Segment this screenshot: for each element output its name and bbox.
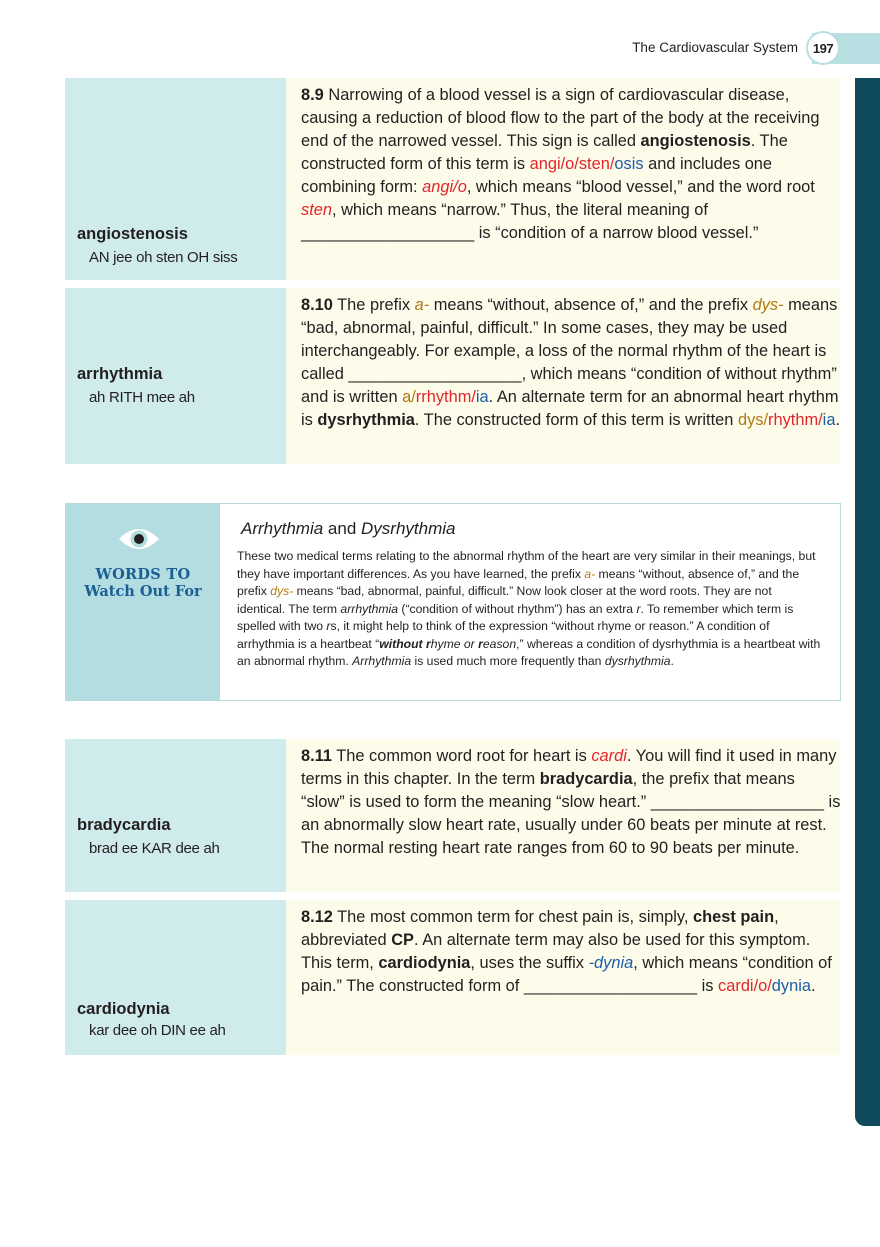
term-pronunciation: AN jee oh sten OH siss	[89, 249, 238, 266]
frame-number: 8.9	[301, 86, 324, 104]
frame-8-11	[286, 739, 840, 892]
page-number: 197	[806, 31, 840, 65]
frame-8-12	[286, 900, 840, 1055]
side-tab-bar	[855, 78, 880, 1126]
term-word: bradycardia	[77, 816, 171, 834]
frame-text: 8.11 The common word root for heart is cardi. You will find it used in many terms in this chapter. In the term bradycardia, the prefix that means “slow” is used to form the meaning “slow heart.” ___________________ is an abnormally slow heart rate, usually under 60 beats per minute at rest. The normal resting heart rate ranges from 60 to 90 beats per minute.	[301, 747, 841, 857]
frame-8-9	[286, 78, 840, 280]
frame-text: 8.12 The most common term for chest pain is, simply, chest pain, abbreviated CP. An alternate term may also be used for this symptom. This term, cardiodynia, uses the suffix -dynia, which means “condition of pain.” The constructed form of ___________________ is cardi/o/dynia.	[301, 908, 832, 995]
frame-number: 8.12	[301, 908, 333, 926]
watch-out-label-line1: WORDS TO	[95, 566, 191, 583]
frame-8-10	[286, 288, 840, 464]
term-pronunciation: kar dee oh DIN ee ah	[89, 1022, 226, 1039]
term-box-bradycardia	[65, 739, 286, 892]
eye-icon	[118, 522, 160, 556]
term-word: cardiodynia	[77, 1000, 170, 1018]
term-word: angiostenosis	[77, 225, 188, 243]
term-box-angiostenosis	[65, 78, 286, 280]
frame-text: 8.9 Narrowing of a blood vessel is a sign of cardiovascular disease, causing a reduction of blood flow to the part of the body at the receiving end of the narrowed vessel. This sign is called angiostenosis. The constructed form of this term is angi/o/sten/osis and includes one combining form: angi/o, which means “blood vessel,” and the word root sten, which means “narrow.” Thus, the literal meaning of ___________________ is “condition of a narrow blood vessel.”	[301, 86, 820, 242]
term-box-cardiodynia	[65, 900, 286, 1055]
term-pronunciation: ah RITH mee ah	[89, 389, 195, 406]
watch-out-body: These two medical terms relating to the abnormal rhythm of the heart are very similar in their meanings, but they have important differences. As you have learned, the prefix a- means “without, absence of,” and the prefix dys- means “bad, abnormal, painful, difficult.” Now look closer at the word roots. They are not identical. The term arrhythmia (“condition of without rhythm”) has an extra r. To remember which term is spelled with two rs, it might help to think of the expression “without rhyme or reason.” A condition of arrhythmia is a heartbeat “without rhyme or reason,” whereas a condition of dysrhythmia is a heartbeat with an abnormal rhythm. Arrhythmia is used much more frequently than dysrhythmia.	[237, 549, 821, 668]
frame-text: 8.10 The prefix a- means “without, absence of,” and the prefix dys- means “bad, abnormal, painful, difficult.” In some cases, they may be used interchangeably. For example, a loss of the normal rhythm of the heart is called ___________________, which means “condition of without rhythm” and is written a/rrhythm/ia. An alternate term for an abnormal heart rhythm is dysrhythmia. The constructed form of this term is written dys/rhythm/ia.	[301, 296, 840, 429]
frame-number: 8.11	[301, 747, 332, 765]
term-pronunciation: brad ee KAR dee ah	[89, 840, 220, 857]
watch-out-label-line2: Watch Out For	[84, 583, 202, 600]
watch-out-title: Arrhythmia and Dysrhythmia	[241, 519, 456, 538]
frame-number: 8.10	[301, 296, 333, 314]
chapter-title: The Cardiovascular System	[632, 40, 798, 55]
term-box-arrhythmia	[65, 288, 286, 464]
term-word: arrhythmia	[77, 365, 163, 383]
